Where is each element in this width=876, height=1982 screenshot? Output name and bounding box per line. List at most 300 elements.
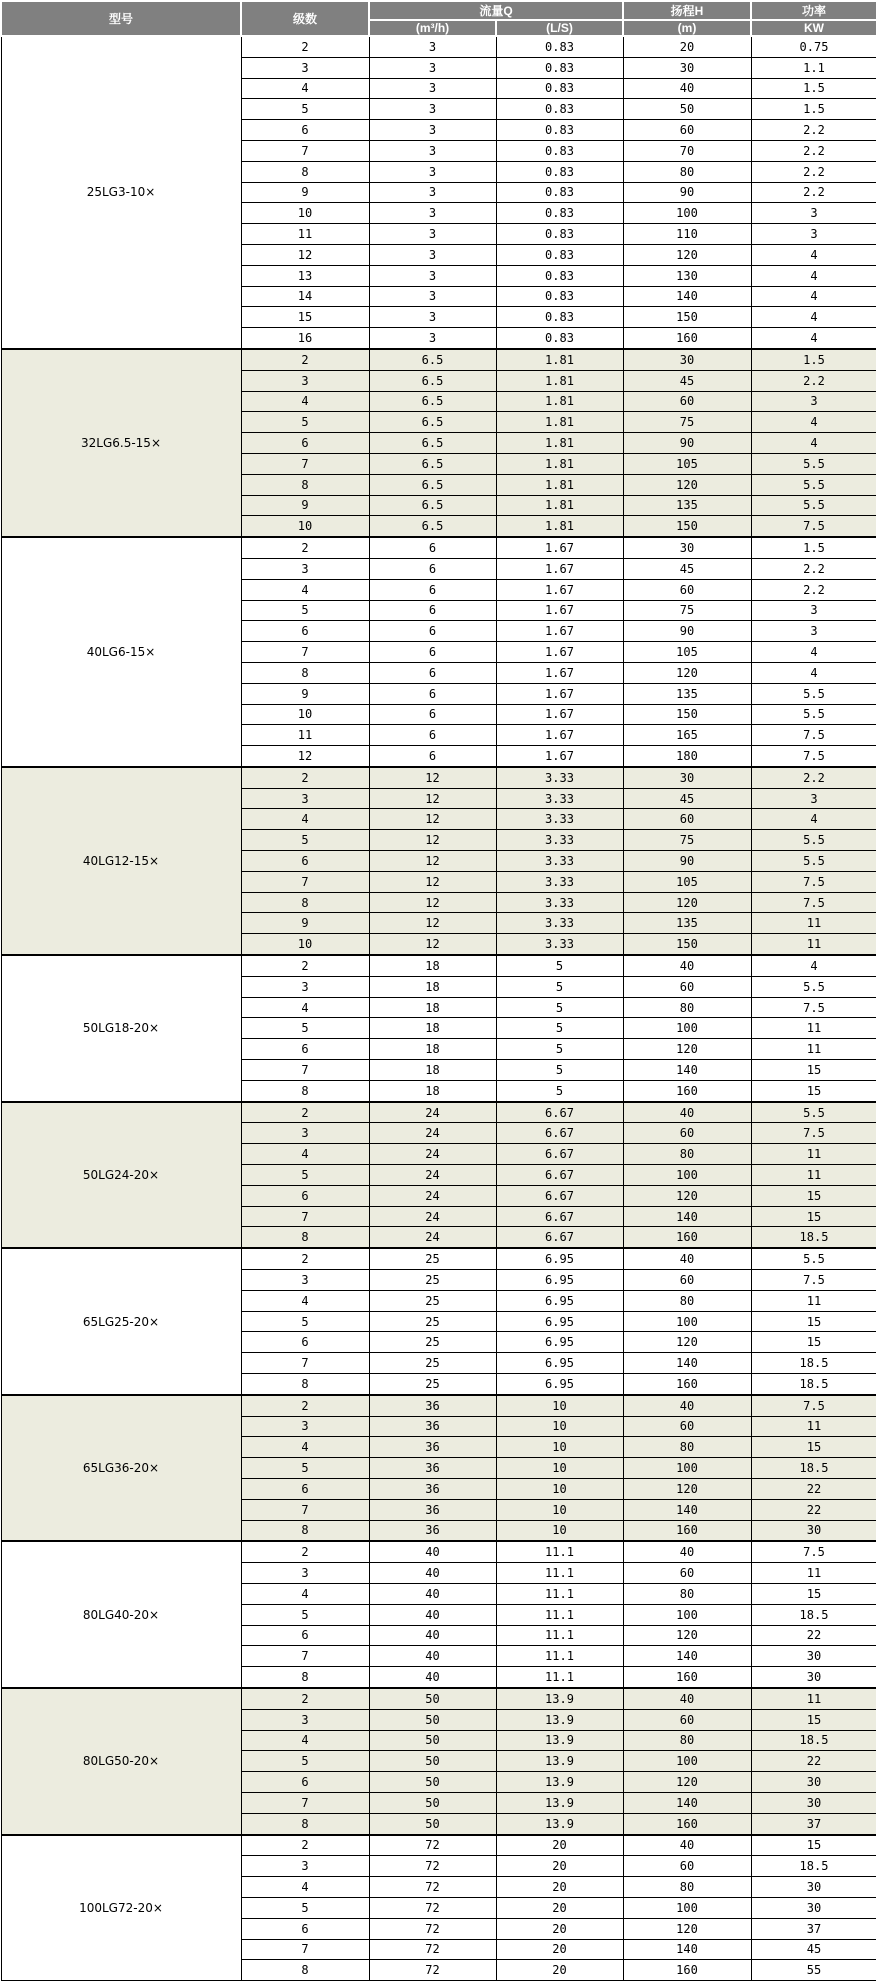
flow-m3h-cell: 3 <box>369 203 496 224</box>
head-cell: 140 <box>623 1499 751 1520</box>
flow-ls-cell: 10 <box>496 1520 623 1541</box>
stages-cell: 5 <box>241 830 369 851</box>
stages-cell: 2 <box>241 767 369 788</box>
flow-ls-cell: 0.83 <box>496 99 623 120</box>
flow-ls-cell: 13.9 <box>496 1730 623 1751</box>
stages-cell: 2 <box>241 537 369 558</box>
flow-m3h-cell: 18 <box>369 997 496 1018</box>
power-cell: 4 <box>751 433 876 454</box>
power-cell: 7.5 <box>751 725 876 746</box>
stages-cell: 2 <box>241 1395 369 1416</box>
power-cell: 30 <box>751 1520 876 1541</box>
power-cell: 5.5 <box>751 704 876 725</box>
stages-cell: 3 <box>241 370 369 391</box>
flow-ls-cell: 0.83 <box>496 203 623 224</box>
power-cell: 11 <box>751 913 876 934</box>
power-cell: 4 <box>751 662 876 683</box>
model-cell: 80LG40-20× <box>1 1541 241 1688</box>
flow-m3h-cell: 50 <box>369 1813 496 1834</box>
stages-cell: 10 <box>241 704 369 725</box>
flow-m3h-cell: 25 <box>369 1290 496 1311</box>
stages-cell: 5 <box>241 1604 369 1625</box>
flow-ls-cell: 1.67 <box>496 704 623 725</box>
stages-cell: 11 <box>241 224 369 245</box>
model-cell: 32LG6.5-15× <box>1 349 241 537</box>
head-cell: 105 <box>623 642 751 663</box>
power-cell: 7.5 <box>751 1395 876 1416</box>
head-cell: 80 <box>623 1730 751 1751</box>
model-cell: 100LG72-20× <box>1 1835 241 1981</box>
power-cell: 2.2 <box>751 120 876 141</box>
power-cell: 3 <box>751 224 876 245</box>
model-cell: 40LG12-15× <box>1 767 241 955</box>
power-cell: 5.5 <box>751 976 876 997</box>
table-row <box>1 1248 876 1269</box>
flow-m3h-cell: 24 <box>369 1185 496 1206</box>
head-cell: 100 <box>623 1165 751 1186</box>
flow-m3h-cell: 72 <box>369 1877 496 1898</box>
stages-cell: 4 <box>241 1144 369 1165</box>
flow-ls-cell: 6.95 <box>496 1248 623 1269</box>
flow-m3h-cell: 6.5 <box>369 474 496 495</box>
stages-cell: 12 <box>241 746 369 767</box>
flow-ls-cell: 5 <box>496 997 623 1018</box>
power-cell: 5.5 <box>751 683 876 704</box>
stages-cell: 10 <box>241 516 369 537</box>
power-cell: 7.5 <box>751 516 876 537</box>
stages-cell: 14 <box>241 286 369 307</box>
stages-cell: 6 <box>241 433 369 454</box>
power-cell: 45 <box>751 1939 876 1960</box>
flow-ls-cell: 6.67 <box>496 1144 623 1165</box>
head-cell: 100 <box>623 1751 751 1772</box>
head-cell: 160 <box>623 1667 751 1688</box>
flow-m3h-cell: 25 <box>369 1353 496 1374</box>
flow-m3h-cell: 6 <box>369 621 496 642</box>
flow-m3h-cell: 3 <box>369 265 496 286</box>
flow-ls-cell: 3.33 <box>496 788 623 809</box>
flow-ls-cell: 10 <box>496 1416 623 1437</box>
head-cell: 140 <box>623 1646 751 1667</box>
flow-m3h-cell: 72 <box>369 1897 496 1918</box>
power-cell: 5.5 <box>751 851 876 872</box>
stages-cell: 10 <box>241 203 369 224</box>
flow-ls-cell: 0.83 <box>496 57 623 78</box>
flow-ls-cell: 6.95 <box>496 1290 623 1311</box>
stages-cell: 6 <box>241 851 369 872</box>
power-cell: 22 <box>751 1478 876 1499</box>
head-cell: 50 <box>623 99 751 120</box>
flow-m3h-cell: 12 <box>369 934 496 955</box>
head-cell: 120 <box>623 1918 751 1939</box>
head-cell: 60 <box>623 1856 751 1877</box>
power-cell: 4 <box>751 244 876 265</box>
power-cell: 7.5 <box>751 997 876 1018</box>
flow-m3h-cell: 12 <box>369 913 496 934</box>
flow-ls-cell: 0.83 <box>496 265 623 286</box>
flow-m3h-cell: 12 <box>369 851 496 872</box>
flow-m3h-cell: 18 <box>369 1039 496 1060</box>
flow-m3h-cell: 3 <box>369 224 496 245</box>
power-cell: 4 <box>751 412 876 433</box>
head-cell: 120 <box>623 244 751 265</box>
head-cell: 120 <box>623 1772 751 1793</box>
flow-ls-cell: 11.1 <box>496 1667 623 1688</box>
stages-cell: 16 <box>241 328 369 349</box>
flow-m3h-cell: 50 <box>369 1688 496 1709</box>
flow-ls-cell: 20 <box>496 1835 623 1856</box>
flow-m3h-cell: 6.5 <box>369 412 496 433</box>
power-cell: 18.5 <box>751 1353 876 1374</box>
stages-cell: 6 <box>241 1625 369 1646</box>
head-cell: 160 <box>623 1960 751 1981</box>
head-cell: 150 <box>623 934 751 955</box>
table-row <box>1 767 876 788</box>
flow-ls-cell: 3.33 <box>496 809 623 830</box>
stages-cell: 8 <box>241 1520 369 1541</box>
power-cell: 55 <box>751 1960 876 1981</box>
power-cell: 5.5 <box>751 830 876 851</box>
stages-cell: 4 <box>241 1583 369 1604</box>
power-cell: 0.75 <box>751 36 876 57</box>
head-cell: 30 <box>623 349 751 370</box>
flow-m3h-cell: 6 <box>369 579 496 600</box>
header-power: 功率 <box>751 1 876 20</box>
stages-cell: 9 <box>241 495 369 516</box>
flow-ls-cell: 0.83 <box>496 161 623 182</box>
head-cell: 100 <box>623 1018 751 1039</box>
flow-m3h-cell: 36 <box>369 1499 496 1520</box>
flow-ls-cell: 5 <box>496 955 623 976</box>
stages-cell: 7 <box>241 1060 369 1081</box>
head-cell: 40 <box>623 78 751 99</box>
flow-ls-cell: 11.1 <box>496 1541 623 1562</box>
flow-m3h-cell: 6 <box>369 662 496 683</box>
head-cell: 90 <box>623 433 751 454</box>
head-cell: 100 <box>623 1311 751 1332</box>
stages-cell: 6 <box>241 621 369 642</box>
flow-ls-cell: 1.81 <box>496 433 623 454</box>
flow-ls-cell: 0.83 <box>496 328 623 349</box>
table-row <box>1 1688 876 1709</box>
head-cell: 160 <box>623 1520 751 1541</box>
flow-m3h-cell: 6 <box>369 725 496 746</box>
power-cell: 3 <box>751 391 876 412</box>
head-cell: 140 <box>623 1060 751 1081</box>
power-cell: 37 <box>751 1813 876 1834</box>
stages-cell: 7 <box>241 1646 369 1667</box>
header-flow-m3h-unit: (m³/h) <box>369 20 496 36</box>
head-cell: 120 <box>623 892 751 913</box>
flow-m3h-cell: 18 <box>369 976 496 997</box>
table-row <box>1 955 876 976</box>
table-row <box>1 36 876 57</box>
flow-m3h-cell: 72 <box>369 1960 496 1981</box>
head-cell: 40 <box>623 1248 751 1269</box>
flow-m3h-cell: 6.5 <box>369 495 496 516</box>
head-cell: 60 <box>623 391 751 412</box>
stages-cell: 10 <box>241 934 369 955</box>
head-cell: 60 <box>623 1270 751 1291</box>
power-cell: 22 <box>751 1499 876 1520</box>
flow-m3h-cell: 12 <box>369 871 496 892</box>
power-cell: 15 <box>751 1060 876 1081</box>
power-cell: 5.5 <box>751 495 876 516</box>
flow-m3h-cell: 36 <box>369 1458 496 1479</box>
flow-ls-cell: 1.67 <box>496 662 623 683</box>
head-cell: 120 <box>623 1332 751 1353</box>
stages-cell: 9 <box>241 913 369 934</box>
flow-m3h-cell: 50 <box>369 1730 496 1751</box>
head-cell: 60 <box>623 809 751 830</box>
flow-ls-cell: 11.1 <box>496 1604 623 1625</box>
power-cell: 15 <box>751 1332 876 1353</box>
flow-ls-cell: 3.33 <box>496 767 623 788</box>
flow-m3h-cell: 36 <box>369 1437 496 1458</box>
flow-ls-cell: 20 <box>496 1877 623 1898</box>
flow-m3h-cell: 6 <box>369 600 496 621</box>
stages-cell: 4 <box>241 579 369 600</box>
stages-cell: 7 <box>241 1939 369 1960</box>
stages-cell: 13 <box>241 265 369 286</box>
flow-m3h-cell: 72 <box>369 1918 496 1939</box>
model-cell: 65LG36-20× <box>1 1395 241 1542</box>
stages-cell: 4 <box>241 1730 369 1751</box>
flow-ls-cell: 20 <box>496 1856 623 1877</box>
head-cell: 20 <box>623 36 751 57</box>
stages-cell: 6 <box>241 120 369 141</box>
stages-cell: 3 <box>241 976 369 997</box>
flow-ls-cell: 13.9 <box>496 1751 623 1772</box>
flow-m3h-cell: 36 <box>369 1416 496 1437</box>
head-cell: 165 <box>623 725 751 746</box>
flow-m3h-cell: 6.5 <box>369 349 496 370</box>
flow-m3h-cell: 3 <box>369 244 496 265</box>
table-row <box>1 1102 876 1123</box>
power-cell: 3 <box>751 203 876 224</box>
flow-ls-cell: 1.67 <box>496 537 623 558</box>
flow-m3h-cell: 25 <box>369 1270 496 1291</box>
head-cell: 40 <box>623 1395 751 1416</box>
power-cell: 4 <box>751 955 876 976</box>
power-cell: 37 <box>751 1918 876 1939</box>
stages-cell: 8 <box>241 1667 369 1688</box>
flow-ls-cell: 13.9 <box>496 1792 623 1813</box>
flow-m3h-cell: 6 <box>369 558 496 579</box>
power-cell: 5.5 <box>751 474 876 495</box>
flow-ls-cell: 1.81 <box>496 412 623 433</box>
power-cell: 4 <box>751 286 876 307</box>
head-cell: 140 <box>623 1206 751 1227</box>
power-cell: 11 <box>751 1563 876 1584</box>
flow-ls-cell: 6.95 <box>496 1332 623 1353</box>
table-row <box>1 1541 876 1562</box>
stages-cell: 5 <box>241 99 369 120</box>
head-cell: 75 <box>623 830 751 851</box>
flow-ls-cell: 11.1 <box>496 1625 623 1646</box>
flow-m3h-cell: 6 <box>369 683 496 704</box>
head-cell: 120 <box>623 1625 751 1646</box>
flow-m3h-cell: 18 <box>369 955 496 976</box>
flow-m3h-cell: 50 <box>369 1772 496 1793</box>
flow-ls-cell: 1.67 <box>496 746 623 767</box>
flow-m3h-cell: 24 <box>369 1206 496 1227</box>
flow-m3h-cell: 40 <box>369 1667 496 1688</box>
flow-m3h-cell: 40 <box>369 1625 496 1646</box>
head-cell: 120 <box>623 1039 751 1060</box>
stages-cell: 2 <box>241 955 369 976</box>
head-cell: 80 <box>623 1877 751 1898</box>
flow-ls-cell: 13.9 <box>496 1709 623 1730</box>
flow-ls-cell: 0.83 <box>496 78 623 99</box>
stages-cell: 8 <box>241 1374 369 1395</box>
flow-m3h-cell: 18 <box>369 1080 496 1101</box>
flow-ls-cell: 1.67 <box>496 600 623 621</box>
flow-m3h-cell: 3 <box>369 328 496 349</box>
stages-cell: 2 <box>241 349 369 370</box>
flow-m3h-cell: 6 <box>369 704 496 725</box>
flow-ls-cell: 1.81 <box>496 495 623 516</box>
head-cell: 30 <box>623 57 751 78</box>
flow-ls-cell: 11.1 <box>496 1563 623 1584</box>
power-cell: 3 <box>751 600 876 621</box>
flow-m3h-cell: 12 <box>369 809 496 830</box>
flow-ls-cell: 6.95 <box>496 1374 623 1395</box>
flow-ls-cell: 10 <box>496 1499 623 1520</box>
power-cell: 3 <box>751 621 876 642</box>
header-flow-ls-unit: (L/S) <box>496 20 623 36</box>
stages-cell: 5 <box>241 1165 369 1186</box>
model-cell: 80LG50-20× <box>1 1688 241 1835</box>
head-cell: 100 <box>623 1897 751 1918</box>
stages-cell: 6 <box>241 1039 369 1060</box>
head-cell: 100 <box>623 203 751 224</box>
power-cell: 11 <box>751 1144 876 1165</box>
flow-ls-cell: 0.83 <box>496 286 623 307</box>
table-row <box>1 1835 876 1856</box>
flow-ls-cell: 13.9 <box>496 1813 623 1834</box>
power-cell: 18.5 <box>751 1730 876 1751</box>
power-cell: 18.5 <box>751 1604 876 1625</box>
head-cell: 150 <box>623 704 751 725</box>
power-cell: 5.5 <box>751 453 876 474</box>
stages-cell: 7 <box>241 871 369 892</box>
flow-ls-cell: 1.81 <box>496 349 623 370</box>
head-cell: 135 <box>623 495 751 516</box>
flow-ls-cell: 5 <box>496 976 623 997</box>
flow-ls-cell: 0.83 <box>496 120 623 141</box>
stages-cell: 3 <box>241 1123 369 1144</box>
flow-m3h-cell: 24 <box>369 1102 496 1123</box>
stages-cell: 8 <box>241 1227 369 1248</box>
head-cell: 80 <box>623 1583 751 1604</box>
head-cell: 120 <box>623 1185 751 1206</box>
head-cell: 90 <box>623 851 751 872</box>
model-cell: 25LG3-10× <box>1 36 241 349</box>
head-cell: 135 <box>623 683 751 704</box>
flow-ls-cell: 3.33 <box>496 871 623 892</box>
flow-m3h-cell: 18 <box>369 1060 496 1081</box>
stages-cell: 3 <box>241 788 369 809</box>
power-cell: 22 <box>751 1625 876 1646</box>
stages-cell: 3 <box>241 1709 369 1730</box>
flow-m3h-cell: 72 <box>369 1939 496 1960</box>
table-header <box>1 1 876 36</box>
power-cell: 18.5 <box>751 1374 876 1395</box>
power-cell: 30 <box>751 1897 876 1918</box>
power-cell: 1.5 <box>751 349 876 370</box>
flow-ls-cell: 20 <box>496 1939 623 1960</box>
power-cell: 1.5 <box>751 537 876 558</box>
power-cell: 2.2 <box>751 140 876 161</box>
head-cell: 70 <box>623 140 751 161</box>
power-cell: 4 <box>751 265 876 286</box>
head-cell: 75 <box>623 412 751 433</box>
model-cell: 65LG25-20× <box>1 1248 241 1395</box>
stages-cell: 5 <box>241 1751 369 1772</box>
model-cell: 40LG6-15× <box>1 537 241 767</box>
header-head-unit: (m) <box>623 20 751 36</box>
flow-m3h-cell: 24 <box>369 1144 496 1165</box>
flow-m3h-cell: 3 <box>369 161 496 182</box>
head-cell: 160 <box>623 328 751 349</box>
flow-ls-cell: 0.83 <box>496 244 623 265</box>
head-cell: 80 <box>623 1437 751 1458</box>
stages-cell: 2 <box>241 1102 369 1123</box>
head-cell: 40 <box>623 1835 751 1856</box>
flow-m3h-cell: 3 <box>369 140 496 161</box>
power-cell: 4 <box>751 809 876 830</box>
head-cell: 80 <box>623 161 751 182</box>
stages-cell: 6 <box>241 1185 369 1206</box>
power-cell: 4 <box>751 307 876 328</box>
stages-cell: 8 <box>241 892 369 913</box>
flow-ls-cell: 0.83 <box>496 307 623 328</box>
flow-ls-cell: 20 <box>496 1960 623 1981</box>
power-cell: 30 <box>751 1877 876 1898</box>
header-power-unit: KW <box>751 20 876 36</box>
flow-m3h-cell: 6.5 <box>369 433 496 454</box>
power-cell: 22 <box>751 1751 876 1772</box>
power-cell: 30 <box>751 1772 876 1793</box>
flow-ls-cell: 10 <box>496 1437 623 1458</box>
header-flow: 流量Q <box>369 1 623 20</box>
stages-cell: 11 <box>241 725 369 746</box>
flow-ls-cell: 1.81 <box>496 453 623 474</box>
head-cell: 105 <box>623 453 751 474</box>
stages-cell: 4 <box>241 1877 369 1898</box>
power-cell: 2.2 <box>751 161 876 182</box>
flow-ls-cell: 3.33 <box>496 934 623 955</box>
stages-cell: 4 <box>241 391 369 412</box>
head-cell: 75 <box>623 600 751 621</box>
flow-m3h-cell: 36 <box>369 1395 496 1416</box>
flow-ls-cell: 11.1 <box>496 1583 623 1604</box>
head-cell: 40 <box>623 1541 751 1562</box>
flow-m3h-cell: 12 <box>369 788 496 809</box>
head-cell: 45 <box>623 370 751 391</box>
power-cell: 7.5 <box>751 871 876 892</box>
power-cell: 7.5 <box>751 1541 876 1562</box>
head-cell: 150 <box>623 516 751 537</box>
stages-cell: 3 <box>241 1270 369 1291</box>
flow-m3h-cell: 3 <box>369 182 496 203</box>
spec-table-body <box>1 36 876 1981</box>
stages-cell: 5 <box>241 1458 369 1479</box>
flow-ls-cell: 6.67 <box>496 1102 623 1123</box>
power-cell: 18.5 <box>751 1856 876 1877</box>
stages-cell: 2 <box>241 1248 369 1269</box>
